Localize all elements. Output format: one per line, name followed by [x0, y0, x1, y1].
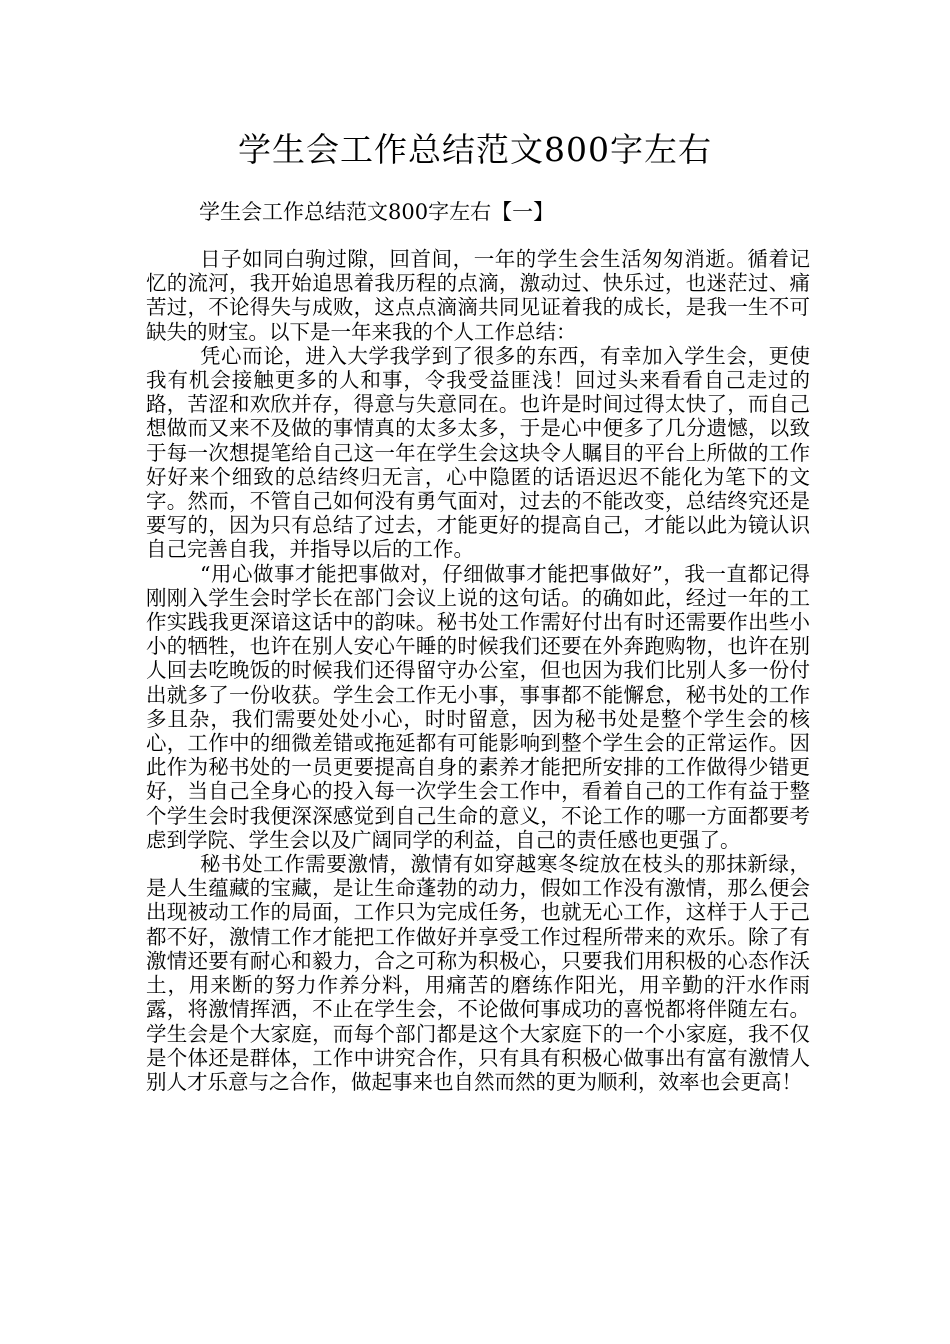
document-title: 学生会工作总结范文800字左右: [238, 130, 712, 169]
section-heading: 学生会工作总结范文800字左右【一】: [199, 200, 555, 224]
paragraph-intro: 日子如同白驹过隙，回首间，一年的学生会生活匆匆消逝。循着记忆的流河，我开始追思着我历程的点滴，激动过、快乐过，也迷茫过、痛苦过，不论得失与成败，这点点滴滴共同见证着我的成长，是我一生不可缺失的财宝。以下是一年来我的个人工作总结：: [146, 247, 810, 344]
paragraph-passion: 秘书处工作需要激情，激情有如穿越寒冬绽放在枝头的那抹新绿，是人生蕴藏的宝藏，是让生命蓬勃的动力，假如工作没有激情，那么便会出现被动工作的局面，工作只为完成任务，也就无心工作，这样于人于己都不好，激情工作才能把工作做好并享受工作过程所带来的欢乐。除了有激情还要有耐心和毅力，合之可称为积极心，只要我们用积极的心态作沃土，用来断的努力作养分料，用痛苦的磨练作阳光，用辛勤的汗水作雨露，将激情挥洒，不止在学生会，不论做何事成功的喜悦都将伴随左右。学生会是个大家庭，而每个部门都是这个大家庭下的一个小家庭，我不仅是个体还是群体，工作中讲究合作，只有具有积极心做事出有富有激情人别人才乐意与之合作，做起事来也自然而然的更为顺利，效率也会更高！: [146, 852, 810, 1094]
document-body: [146, 247, 810, 1094]
paragraph-reflection: 凭心而论，进入大学我学到了很多的东西，有幸加入学生会，更使我有机会接触更多的人和事，令我受益匪浅！回过头来看看自己走过的路，苦涩和欢欣并存，得意与失意同在。也许是时间过得太快了，而自己想做而又来不及做的事情真的太多太多，于是心中便多了几分遗憾，以致于每一次想提笔给自己这一年在学生会这块令人瞩目的平台上所做的工作好好来个细致的总结终归无言，心中隐匿的话语迟迟不能化为笔下的文字。然而，不管自己如何没有勇气面对，过去的不能改变，总结终究还是要写的，因为只有总结了过去，才能更好的提高自己，才能以此为镜认识自己完善自我，并指导以后的工作。: [146, 343, 810, 562]
paragraph-diligence: “用心做事才能把事做对，仔细做事才能把事做好”，我一直都记得刚刚入学生会时学长在部门会议上说的这句话。的确如此，经过一年的工作实践我更深谙这话中的韵味。秘书处工作需好付出有时还需要作出些小小的牺牲，也许在别人安心午睡的时候我们还要在外奔跑购物，也许在别人回去吃晚饭的时候我们还得留守办公室，但也因为我们比别人多一份付出就多了一份收获。学生会工作无小事，事事都不能懈怠，秘书处的工作多且杂，我们需要处处小心，时时留意，因为秘书处是整个学生会的核心，工作中的细微差错或拖延都有可能影响到整个学生会的正常运作。因此作为秘书处的一员更要提高自身的素养才能把所安排的工作做得少错更好，当自己全身心的投入每一次学生会工作中，看着自己的工作有益于整个学生会时我便深深感觉到自己生命的意义，不论工作的哪一方面都要考虑到学院、学生会以及广阔同学的利益，自己的责任感也更强了。: [146, 561, 810, 852]
